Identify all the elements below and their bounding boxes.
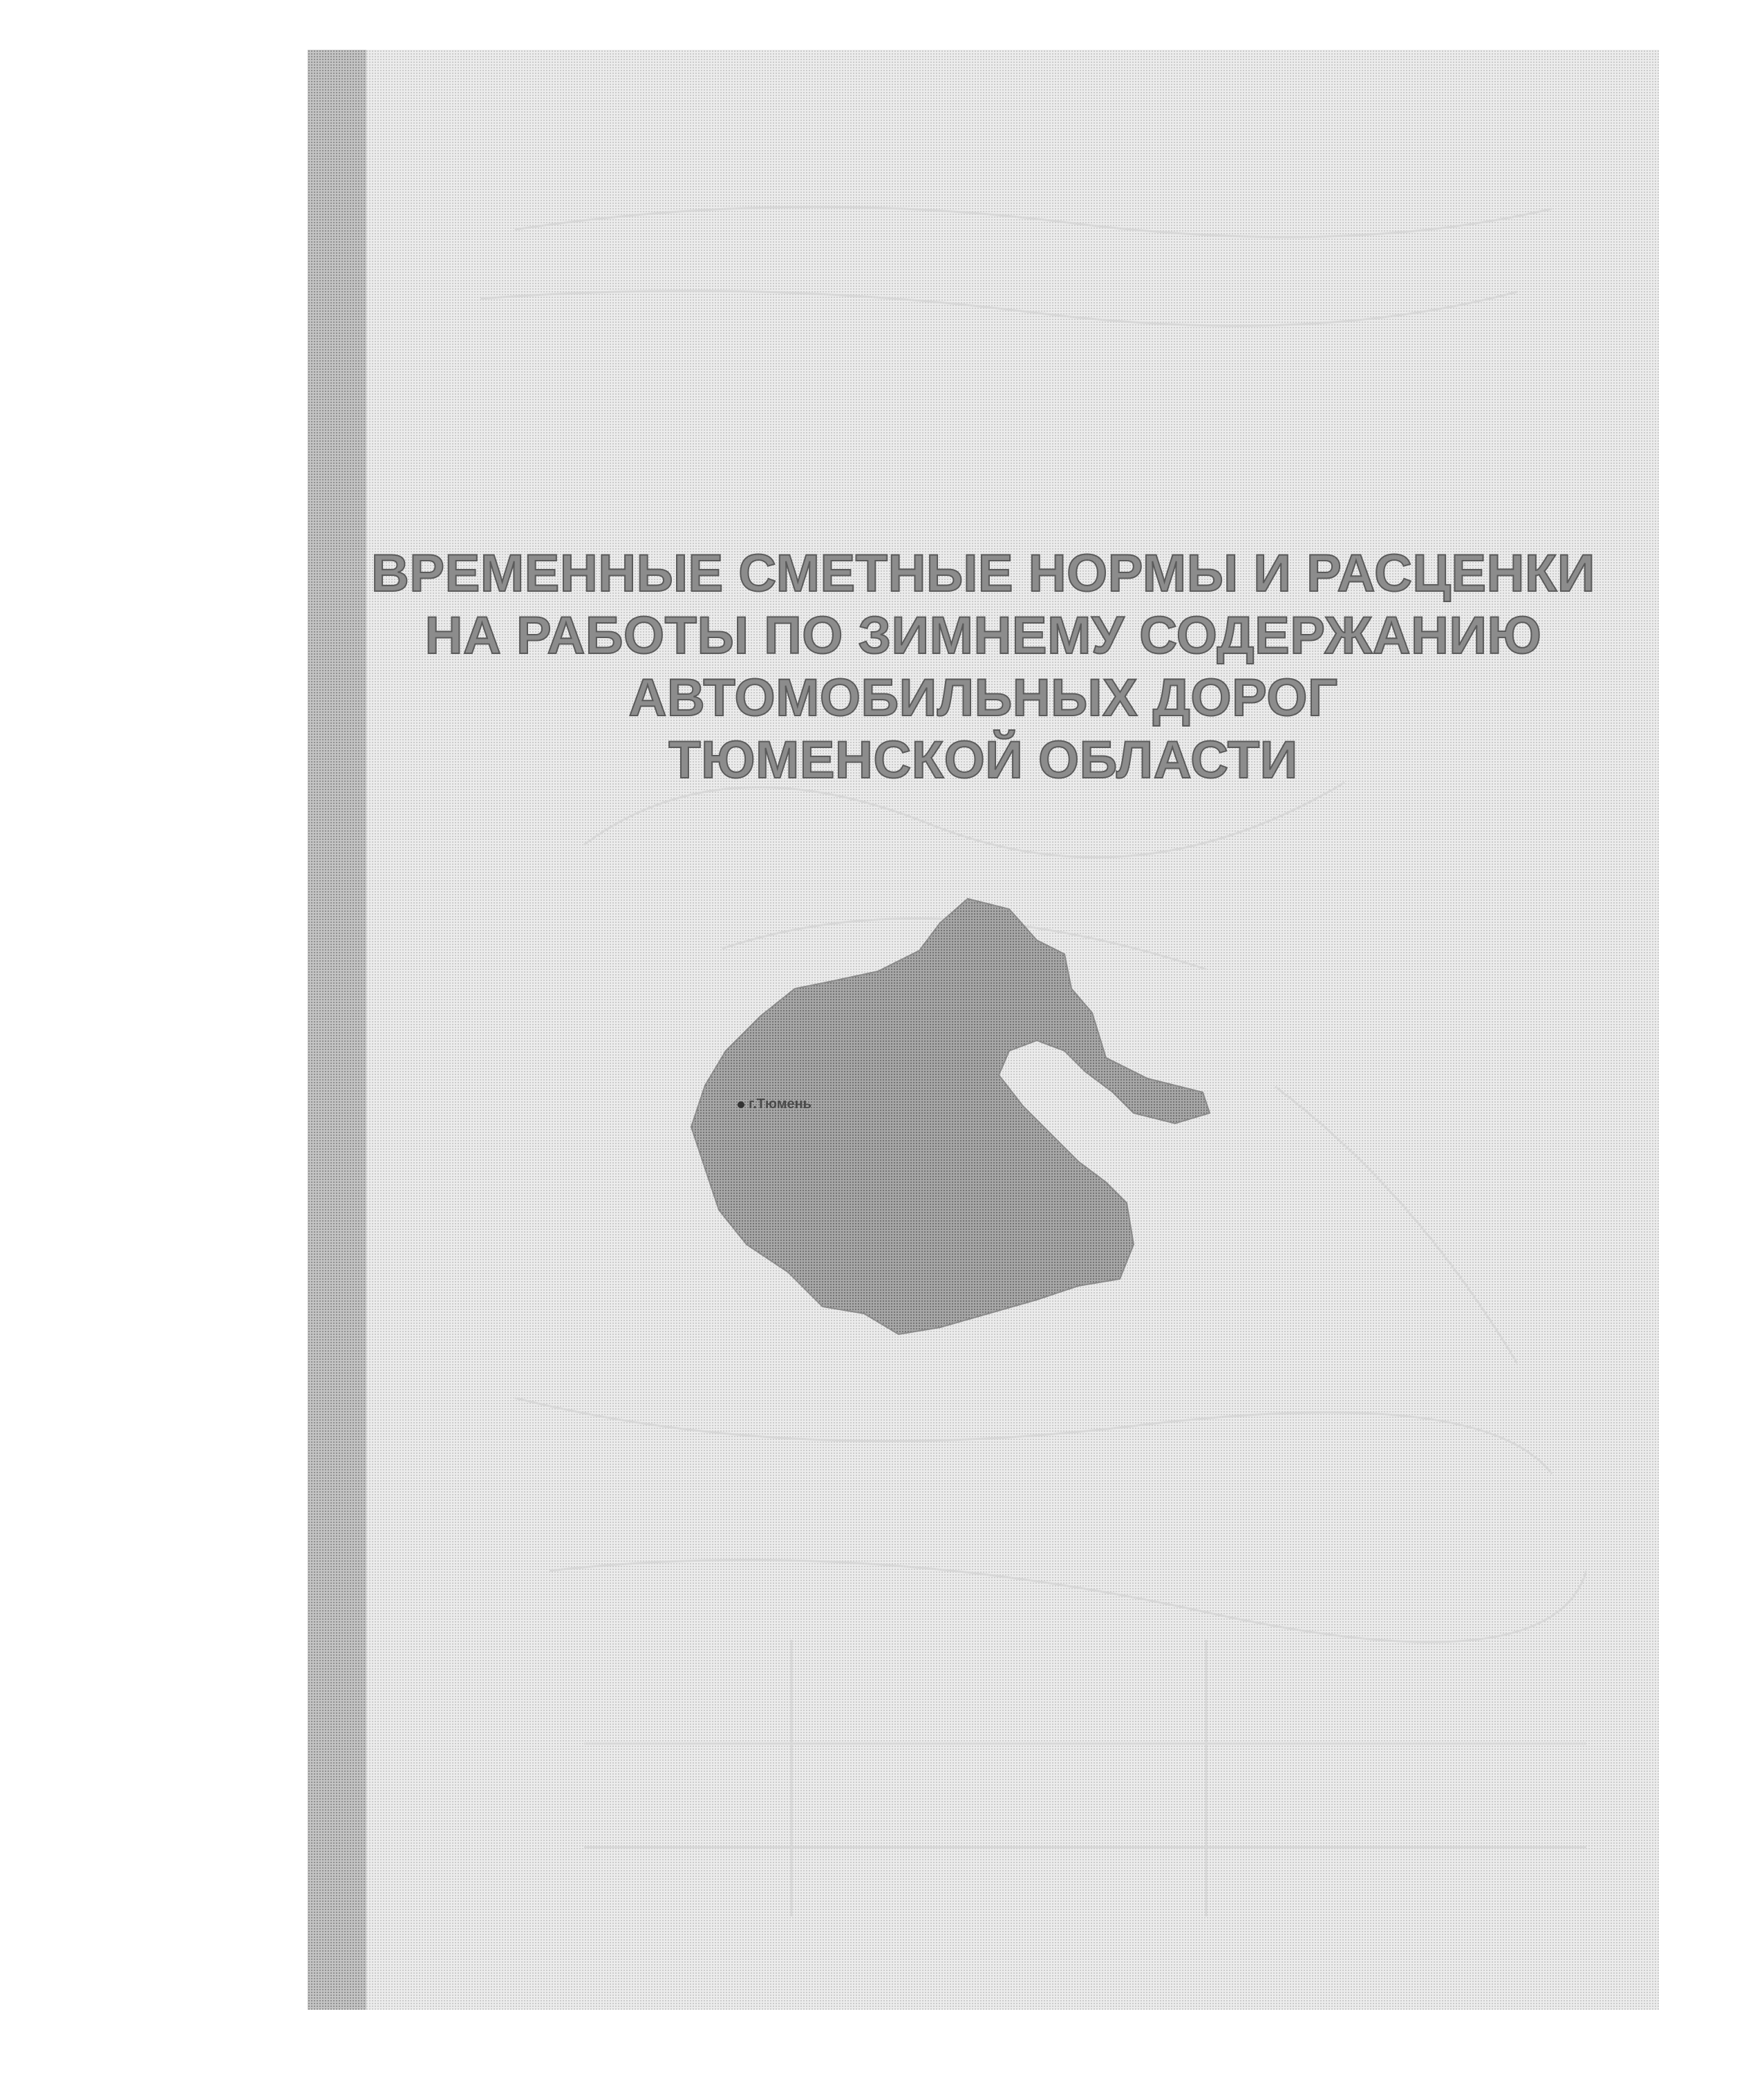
document-title: [308, 543, 1659, 792]
title-line-2: НА РАБОТЫ ПО ЗИМНЕМУ СОДЕРЖАНИЮ: [424, 606, 1542, 665]
title-line-4: ТЮМЕНСКОЙ ОБЛАСТИ: [668, 731, 1298, 790]
cover-spine-band: [308, 50, 366, 2010]
title-line-3: АВТОМОБИЛЬНЫХ ДОРОГ: [628, 669, 1338, 727]
tyumen-region-map: [650, 885, 1230, 1369]
tyumen-city-label: г.Тюмень: [749, 1096, 811, 1112]
title-line-1: ВРЕМЕННЫЕ СМЕТНЫЕ НОРМЫ И РАСЦЕНКИ: [371, 544, 1595, 603]
region-shape: [691, 899, 1210, 1334]
tyumen-city-marker: [738, 1101, 744, 1108]
